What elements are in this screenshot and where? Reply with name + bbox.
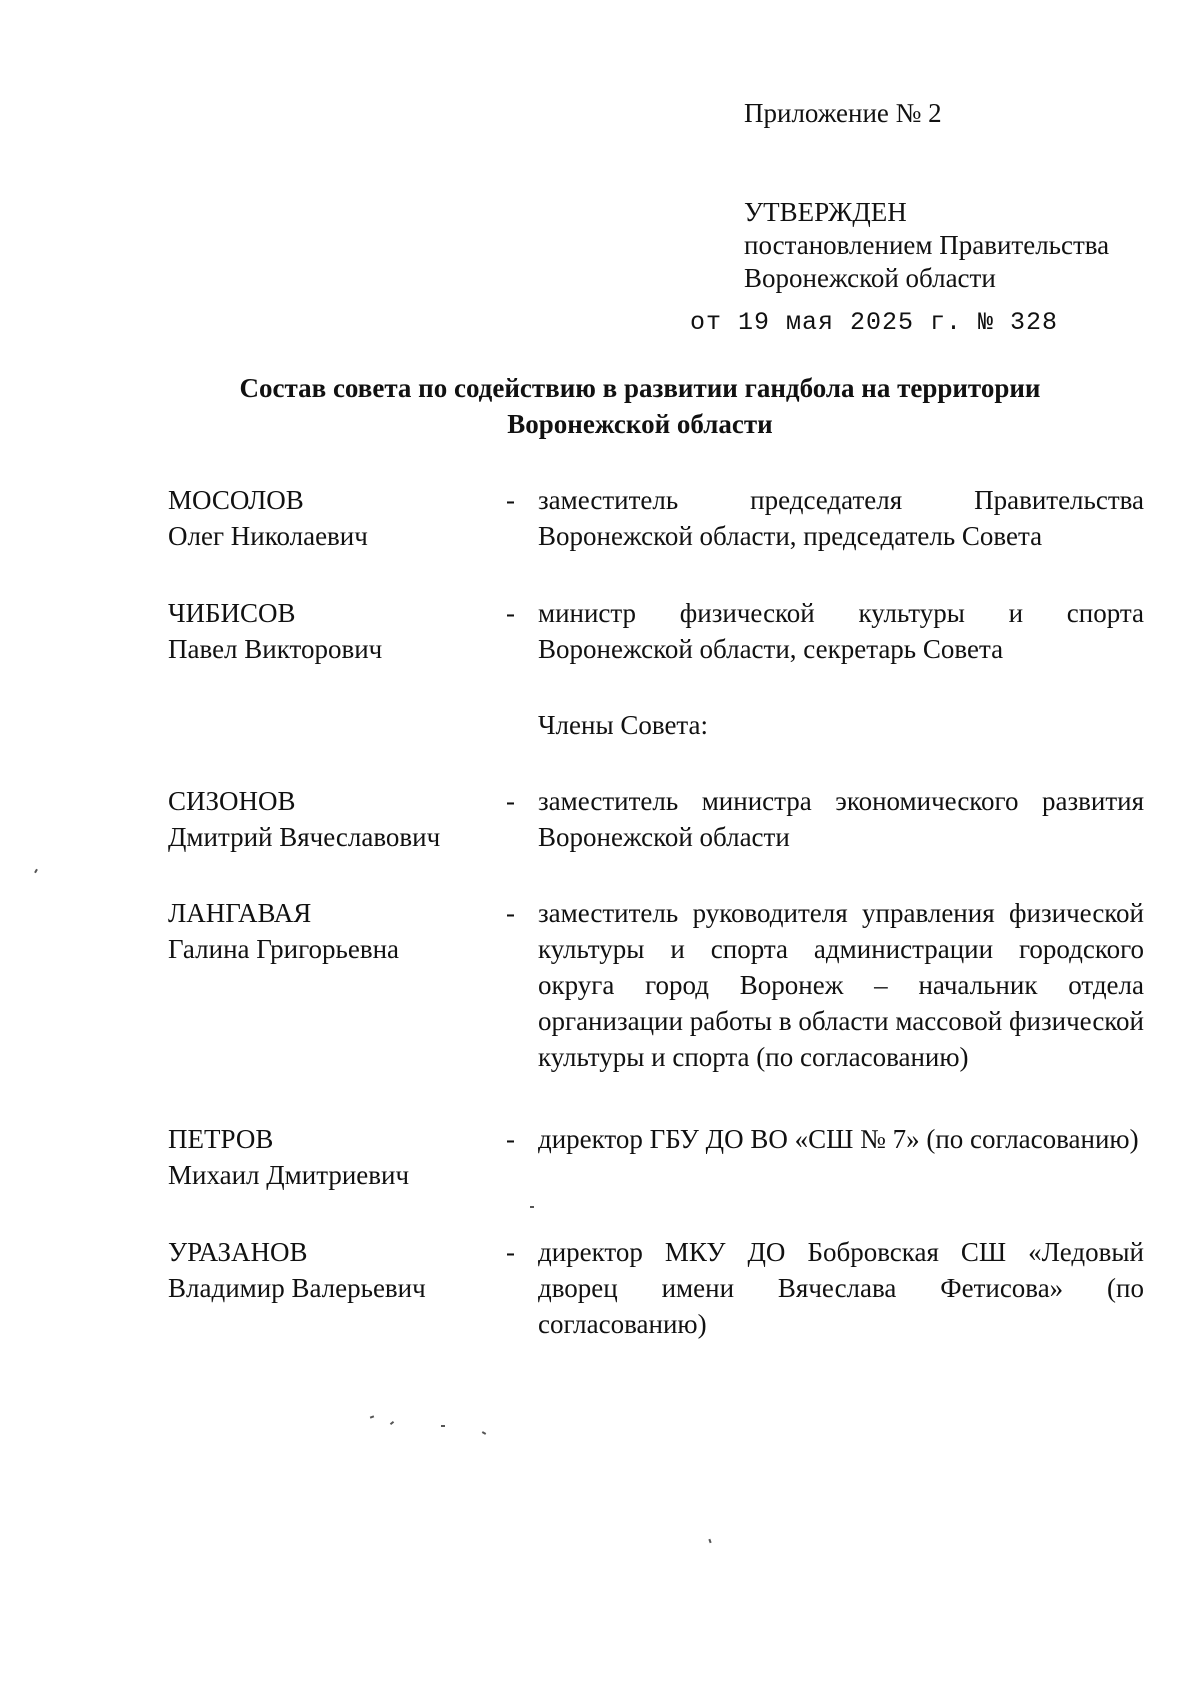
title-line-1: Состав совета по содействию в развитии гандбола на территории xyxy=(239,373,1041,403)
member-name xyxy=(168,482,498,554)
scan-speck xyxy=(530,1206,534,1208)
scan-speck xyxy=(390,1421,394,1425)
dash: - xyxy=(506,1237,515,1267)
member-role: директор ГБУ ДО ВО «СШ № 7» (по согласованию) xyxy=(538,1124,1139,1154)
members-heading: Члены Совета: xyxy=(538,710,709,740)
dash: - xyxy=(506,1124,515,1154)
scan-speck xyxy=(708,1539,711,1543)
member-name xyxy=(168,1234,498,1306)
approval-block xyxy=(744,196,1109,295)
approved-stamp: УТВЕРЖДЕН xyxy=(744,197,907,227)
member-name xyxy=(168,895,498,967)
dash: - xyxy=(506,898,515,928)
member-name xyxy=(168,595,498,667)
member-given-name: Владимир Валерьевич xyxy=(168,1273,426,1303)
member-surname: МОСОЛОВ xyxy=(168,485,304,515)
member-surname: СИЗОНОВ xyxy=(168,786,296,816)
dash: - xyxy=(506,786,515,816)
member-role: заместитель министра экономического развития Воронежской области xyxy=(538,786,1144,852)
member-surname: УРАЗАНОВ xyxy=(168,1237,308,1267)
decree-date: от 19 мая 2025 г. № 328 xyxy=(690,308,1059,337)
member-given-name: Олег Николаевич xyxy=(168,521,368,551)
member-given-name: Галина Григорьевна xyxy=(168,934,400,964)
document-title xyxy=(180,370,1100,442)
approved-by-line-1: постановлением Правительства xyxy=(744,230,1110,260)
dash: - xyxy=(506,485,515,515)
member-role: министр физической культуры и спорта Воронежской области, секретарь Совета xyxy=(538,598,1144,664)
member-surname: ЛАНГАВАЯ xyxy=(168,898,312,928)
member-surname: ПЕТРОВ xyxy=(168,1124,274,1154)
scan-speck xyxy=(482,1431,486,1435)
member-given-name: Дмитрий Вячеславович xyxy=(168,822,441,852)
member-name xyxy=(168,1121,498,1193)
member-given-name: Михаил Дмитриевич xyxy=(168,1160,410,1190)
scan-speck xyxy=(34,869,38,873)
member-role: заместитель председателя Правительства Воронежской области, председатель Совета xyxy=(538,485,1144,551)
approved-by-line-2: Воронежской области xyxy=(744,263,996,293)
member-role: директор МКУ ДО Бобровская СШ «Ледовый дворец имени Вячеслава Фетисова» (по согласованию) xyxy=(538,1237,1144,1339)
dash: - xyxy=(506,598,515,628)
title-line-2: Воронежской области xyxy=(507,409,773,439)
scan-speck xyxy=(370,1415,374,1418)
member-name xyxy=(168,783,498,855)
member-surname: ЧИБИСОВ xyxy=(168,598,296,628)
annex-label: Приложение № 2 xyxy=(744,98,942,128)
member-given-name: Павел Викторович xyxy=(168,634,383,664)
scan-speck xyxy=(441,1425,445,1427)
member-role: заместитель руководителя управления физической культуры и спорта администрации городского округа город Воронеж – начальник отдела организации работы в области массовой физической культуры и спорта (по согласованию) xyxy=(538,898,1144,1072)
